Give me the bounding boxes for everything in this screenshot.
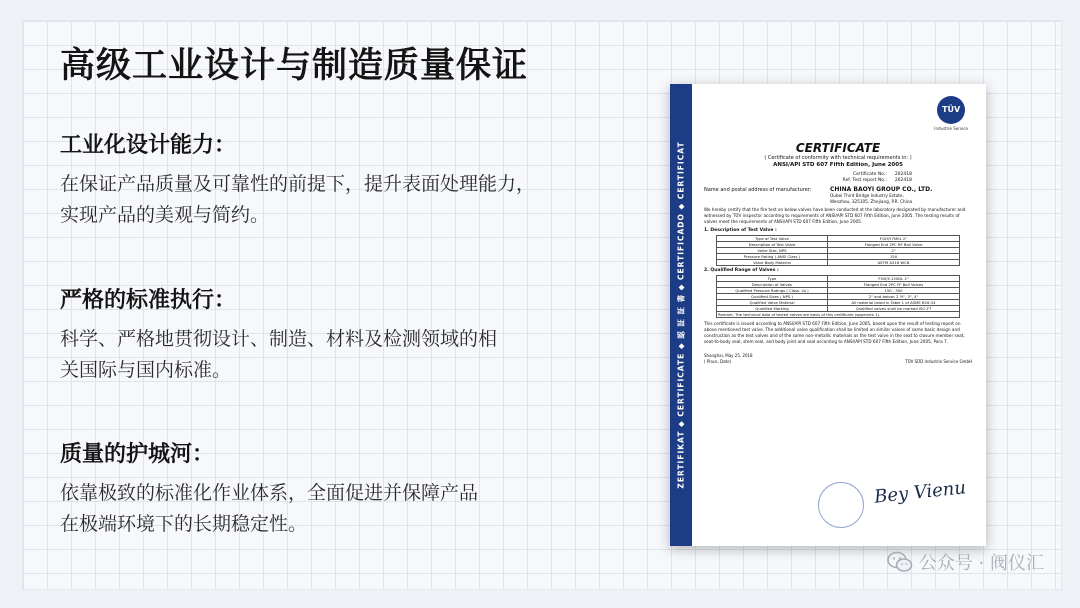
address-line: Wenzhou, 325105, Zhejiang, P.R. China — [830, 198, 913, 204]
table-cell: Flanged End 2PC FF Ball Valves — [828, 282, 960, 288]
section-text-line: 在极端环境下的长期稳定性。 — [60, 513, 308, 535]
strip-text: ZERTIFIKAT ◆ CERTIFICATE ◆ 認 証 証 書 ◆ CERTIFICADO ◆ CERTIFICAT — [676, 141, 686, 489]
table-cell: 150 — [828, 254, 960, 260]
signature: Bey Vienu — [873, 477, 967, 508]
wechat-icon — [887, 551, 913, 573]
table-cell: Qualified Marking — [717, 306, 828, 312]
table-cell: Qualified Valve Material — [717, 300, 828, 306]
table-cell: Description of Valves — [717, 282, 828, 288]
table-row — [717, 312, 960, 318]
manufacturer-address — [830, 193, 972, 204]
certificate-intro: We hereby certify that the fire test on below valves have been conducted at the laboratory designated by manufacturer and witnessed by TÜV inspector according to requirements of ANSI/API STD 607 Fifth Edition, June 2005. The testing results of valves meet the requirements of ANSI/API STD 607 Fifth Edition, June 2005. — [704, 207, 966, 224]
manufacturer-name: CHINA BAOYI GROUP CO., LTD. — [830, 185, 933, 193]
certificate-side-strip — [670, 84, 692, 546]
section-heading: 严格的标准执行： — [60, 288, 237, 313]
place-date — [704, 353, 753, 365]
certificate-number-label: Certificate No.: — [853, 171, 887, 177]
table-cell: ASTM A216 WCB — [828, 260, 960, 266]
certificate-standard: ANSI/API STD 607 Fifth Edition, June 2005 — [773, 161, 903, 168]
watermark-text: 公众号 · 阀仪汇 — [918, 553, 1044, 574]
table-cell: 150 , 300 — [828, 288, 960, 294]
certificate-number: 202418 — [894, 171, 912, 177]
stamp-seal — [818, 482, 864, 528]
qualified-range-table — [716, 275, 960, 318]
table-cell: Flanged End 2PC RF Ball Valve — [828, 242, 960, 248]
section-quality — [60, 437, 620, 540]
manufacturer-label: Name and postal address of manufacturer: — [704, 186, 812, 193]
table2-title: 2. Qualified Range of Valves : — [704, 268, 779, 273]
place-date-label: ( Place, Date) — [704, 359, 732, 364]
table-cell: Type — [717, 276, 828, 282]
table-row — [717, 260, 960, 266]
table-cell: Description of Test Valve — [717, 242, 828, 248]
report-number-row — [704, 178, 972, 184]
table-remark: Remark: The technical data of tested valves are basis of this certificate (appendix 1). — [717, 312, 960, 318]
certificate-closing: This certificate is issued according to ANSI/API STD 607 Fifth Edition, June 2005, based upon the result of testing report on above mentioned test valve. The additional valve qualification shall be limited on similar valves of same basic design and construction as the test valves and of the same non-metallic materials as the test valve in the seat to closure member seat, seat-to-body seal, stem seal, and body joint and seal according to ANSI/API STD 607 Fifth Edition, June 2005, Para 7. — [704, 321, 965, 344]
page-title: 高级工业设计与制造质量保证 — [60, 46, 529, 86]
watermark — [887, 549, 1044, 575]
section-heading: 工业化设计能力： — [60, 133, 237, 158]
table-cell: FGH/Y-150DL 2" — [828, 276, 960, 282]
table-cell: Valve Size, NPS — [717, 248, 828, 254]
section-text-line: 实现产品的美观与简约。 — [60, 204, 270, 226]
table-cell: 2" — [828, 248, 960, 254]
table1-title: 1. Description of Test Valve : — [704, 228, 777, 233]
certificate-heading: CERTIFICATE — [795, 141, 881, 155]
tuv-logo — [934, 96, 968, 131]
signature-row — [704, 353, 972, 365]
address-line: Oubei Third Bridge Industry Estate, — [830, 193, 904, 198]
table-cell: 2" and below: 2 ½", 3", 4" — [828, 294, 960, 300]
table-cell: All material listed in Table 1 of ASME B16.34 — [828, 300, 960, 306]
table-cell: Qualified Sizes ( NPS ) — [717, 294, 828, 300]
table-cell: Valve Body Material — [717, 260, 828, 266]
report-number: 202418 — [894, 177, 912, 183]
report-number-label: Ref. Test report No.: — [842, 177, 887, 183]
section-standards — [60, 283, 620, 386]
table-cell: Pressure Rating ( ANSI Class ) — [717, 254, 828, 260]
tuv-logo-subtext: Industrie Service — [934, 126, 968, 131]
section-heading: 质量的护城河： — [60, 442, 215, 467]
certificate-image — [670, 84, 986, 546]
table-cell: FGH/Y7M0L 2" — [828, 236, 960, 242]
section-design — [60, 128, 620, 231]
section-text-line: 关国际与国内标准。 — [60, 359, 232, 381]
certificate-subheading: ( Certificate of conformity with technical requirements in: ) — [764, 155, 912, 161]
table-cell: Type of Test Valve — [717, 236, 828, 242]
test-valve-table — [716, 235, 960, 266]
place-date-text: Shanghai, May 25, 2018 — [704, 353, 753, 358]
section-text-line: 科学、严格地贯彻设计、制造、材料及检测领域的相 — [60, 328, 498, 350]
certificate-body — [704, 142, 972, 365]
tuv-logo-icon: TÜV — [937, 96, 965, 124]
table-cell: Qualified Pressure Ratings ( Class. Lb ) — [717, 288, 828, 294]
issuer-name: TÜV SÜD Industrie Service GmbH — [905, 359, 972, 364]
table-cell: Qualified valves shall be marked ISO-FT — [828, 306, 960, 312]
section-text-line: 依靠极致的标准化作业体系，全面促进并保障产品 — [60, 482, 479, 504]
section-text-line: 在保证产品质量及可靠性的前提下，提升表面处理能力， — [60, 173, 536, 195]
